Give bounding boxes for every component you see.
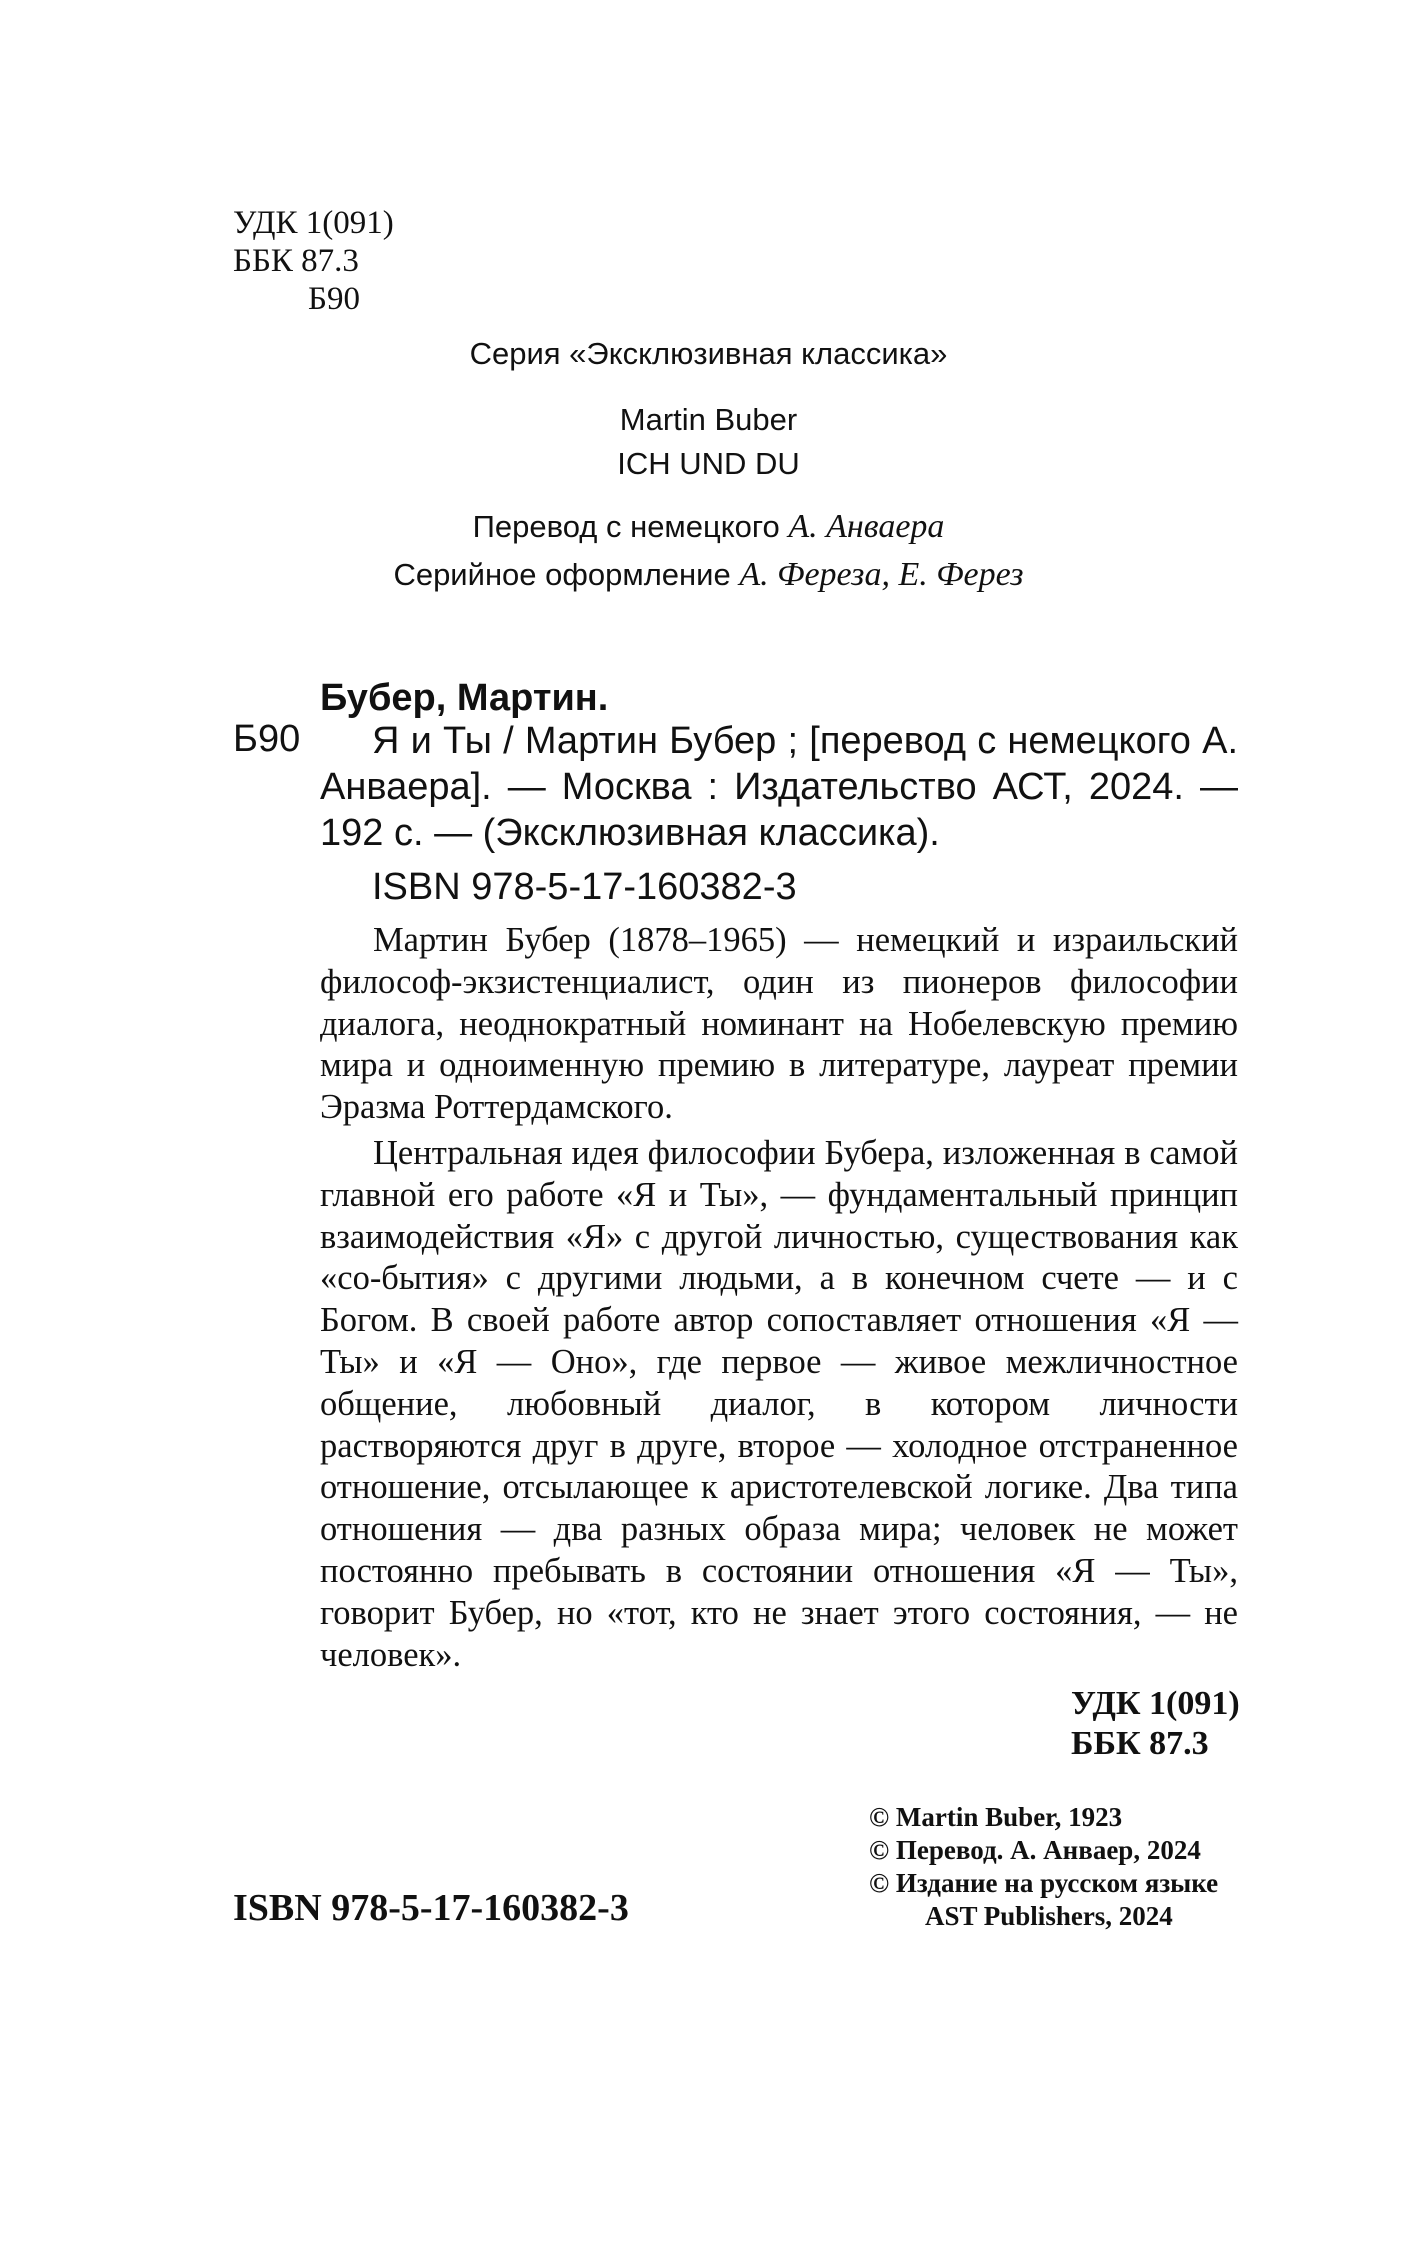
footer-codes bbox=[1071, 1684, 1240, 1764]
bbk-code: ББК 87.3 bbox=[233, 243, 359, 279]
bibliographic-description: Я и Ты / Мартин Бубер ; [перевод с немецкого А. Анваера]. — Москва : Издательство АСТ, 2024. — 192 с. — (Эксклюзивная классика). bbox=[320, 720, 1238, 854]
translation-prefix: Перевод с немецкого bbox=[472, 509, 780, 544]
catalog-author-heading: Бубер, Мартин. bbox=[320, 677, 609, 719]
footer-udk: УДК 1(091) bbox=[1071, 1685, 1240, 1722]
copyright-line: AST Publishers, 2024 bbox=[925, 1901, 1173, 1931]
design-credit bbox=[0, 556, 1417, 594]
original-title: ICH UND DU bbox=[617, 446, 800, 481]
catalog-isbn: ISBN 978-5-17-160382-3 bbox=[372, 866, 797, 908]
design-prefix: Серийное оформление bbox=[393, 557, 731, 592]
copyright-line: © Перевод. А. Анваер, 2024 bbox=[869, 1835, 1201, 1865]
annotation-paragraph: Мартин Бубер (1878–1965) — немецкий и израильский философ-экзистенциалист, один из пионеров философии диалога, неоднократный номинант на Нобелевскую премию мира и одноименную премию в литературе, лауреат премии Эразма Роттердамского. bbox=[320, 921, 1238, 1127]
copyright-line: © Издание на русском языке bbox=[869, 1868, 1219, 1898]
udk-code: УДК 1(091) bbox=[233, 205, 394, 241]
author-mark: Б90 bbox=[308, 281, 360, 317]
copyright-line: © Martin Buber, 1923 bbox=[869, 1802, 1123, 1832]
translator-name: А. Анваера bbox=[788, 508, 945, 545]
footer-bbk: ББК 87.3 bbox=[1071, 1725, 1209, 1762]
designer-names: А. Фереза, Е. Ферез bbox=[739, 556, 1024, 593]
classification-codes bbox=[233, 204, 394, 318]
copyright-block bbox=[869, 1801, 1218, 1933]
original-author: Martin Buber bbox=[619, 402, 798, 437]
catalog-code: Б90 bbox=[233, 718, 301, 760]
series-title: Серия «Эксклюзивная классика» bbox=[469, 336, 948, 371]
annotation-paragraph: Центральная идея философии Бубера, изложенная в самой главной его работе «Я и Ты», — фундаментальный принцип взаимодействия «Я» с другой личностью, существования как «со-бытия» с другими людьми, а в конечном счете — и с Богом. В своей работе автор сопоставляет отношения «Я — Ты» и «Я — Оно», где первое — живое межличностное общение, любовный диалог, в котором личности растворяются друг в друге, второе — холодное отстраненное отношение, отсылающее к аристотелевской логике. Два типа отношения — два разных образа мира; человек не может постоянно пребывать в состоянии отношения «Я — Ты», говорит Бубер, но «тот, кто не знает этого состояния, — не человек». bbox=[320, 1134, 1238, 1674]
translation-credit bbox=[0, 508, 1417, 546]
footer-isbn: ISBN 978-5-17-160382-3 bbox=[233, 1887, 629, 1929]
